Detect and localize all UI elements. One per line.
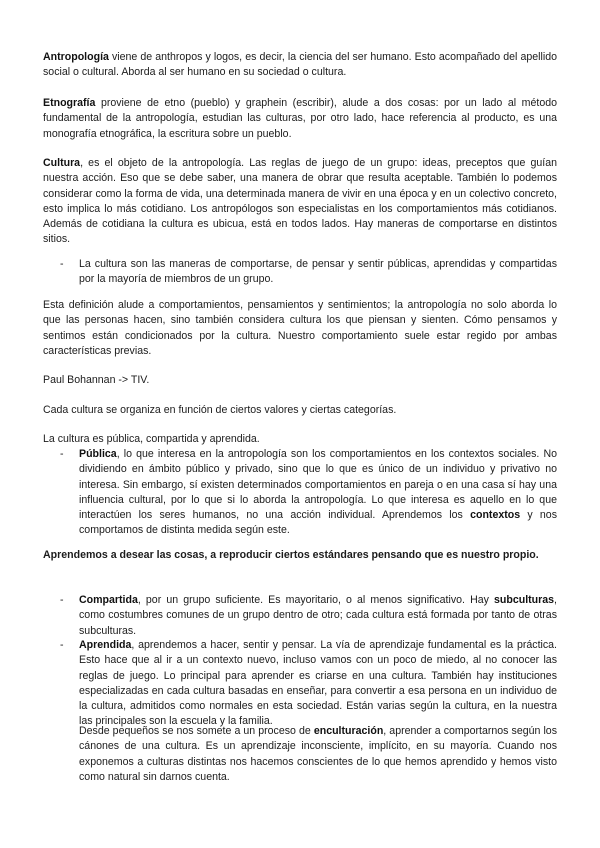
- bullet-dash: -: [60, 448, 64, 460]
- paragraph-definicion-explicacion: Esta definición alude a comportamientos, pensamientos y sentimientos; la antropología no solo aborda lo que las personas hacen, sino también considera cultura los que piensan y sienten. Cómo pensamos y sentimos están condicionados por la cultura. Nuestro comportamiento suele estar regido por ambas características previas.: [43, 299, 557, 357]
- term-subculturas: subculturas: [494, 594, 555, 606]
- bullet-dash: -: [60, 594, 64, 606]
- bullet-dash: -: [60, 639, 64, 651]
- term-compartida: Compartida: [79, 594, 138, 606]
- term-contextos: contextos: [470, 509, 521, 522]
- bullet-publica: Pública, lo que interesa en la antropología son los comportamientos en los contextos sociales. No dividiendo en ámbito público y privado, sino que lo que es único de un individuo y privativo no interesa. Sin embargo, sí existen determinados comportamientos en pareja o en una casa sí hay una influencia cultural, por lo que si lo aborda la antropología. Lo que interesa es aquello en lo que interactúen los seres humanos, no una acción individual. Aprendemos los contextos y nos comportamos de distinta medida según este.: [79, 448, 557, 537]
- bullet-dash: -: [60, 258, 64, 270]
- term-antropologia: Antropología: [43, 51, 109, 63]
- paragraph-enculturacion: Desde pequeños se nos somete a un proceso de enculturación, aprender a comportarnos según los cánones de una cultura. Es un aprendizaje inconsciente, implícito, en su mayoría. Cuando nos exponemos a culturas distintas nos hacemos conscientes de lo que hemos aprendido y hemos visto como natural sin darnos cuenta.: [79, 725, 557, 783]
- paragraph-etnografia: Etnografía proviene de etno (pueblo) y graphein (escribir), alude a dos cosas: por un lado al método fundamental de la antropología, estudian las culturas, por otro lado, hace referencia al producto, es una monografía etnográfica, la escritura sobre un pueblo.: [43, 97, 557, 140]
- paragraph-valores: Cada cultura se organiza en función de ciertos valores y ciertas categorías.: [43, 404, 397, 416]
- paragraph-antropologia: Antropología viene de anthropos y logos, es decir, la ciencia del ser humano. Esto acompañado del apellido social o cultural. Aborda al ser humano en su sociedad o cultura.: [43, 51, 557, 79]
- term-publica: Pública: [79, 448, 117, 460]
- bullet-definicion: La cultura son las maneras de comportarse, de pensar y sentir públicas, aprendidas y compartidas por la mayoría de miembros de un grupo.: [79, 258, 557, 286]
- paragraph-autor: Paul Bohannan -> TIV.: [43, 374, 150, 386]
- bullet-compartida: Compartida, por un grupo suficiente. Es mayoritario, o al menos significativo. Hay subculturas, como costumbres comunes de un grupo dentro de otro; cada cultura está formada por tanto de otras subculturas.: [79, 594, 557, 637]
- term-etnografia: Etnografía: [43, 97, 96, 109]
- paragraph-cultura: Cultura, es el objeto de la antropología. Las reglas de juego de un grupo: ideas, preceptos que guían nuestra acción. Eso que se debe saber, una manera de obrar que resulta aceptable. También lo podemos considerar como la forma de vida, una determinada manera de vivir en una época y en un colectivo concreto, esto implica lo más cotidiano. Los antropólogos son especialistas en los comportamientos más cotidianos. Además de cotidiana la cultura es ubicua, está en todos lados. Hay maneras de comportarse en distintos sitios.: [43, 157, 557, 246]
- bullet-aprendida: Aprendida, aprendemos a hacer, sentir y pensar. La vía de aprendizaje fundamental es la práctica. Esto hace que al ir a un contexto nuevo, incluso vamos con un poco de miedo, al no conocer las reglas de juego. Lo principal para aprender es criarse en una cultura. También hay instituciones especializadas en cada cultura basadas en enseñar, para convertir a esa persona en un individuo de la cultura, admitidos como normales en esta sociedad. Están varias según la cultura, en la nuestra las principales son la escuela y la familia.: [79, 639, 557, 728]
- term-enculturacion: enculturación: [313, 725, 384, 737]
- term-cultura: Cultura: [43, 157, 81, 169]
- term-aprendida: Aprendida: [79, 639, 132, 651]
- paragraph-intro-lista: La cultura es pública, compartida y aprendida.: [43, 433, 260, 445]
- paragraph-frase-destacada: Aprendemos a desear las cosas, a reproducir ciertos estándares pensando que es nuestro propio.: [43, 549, 539, 561]
